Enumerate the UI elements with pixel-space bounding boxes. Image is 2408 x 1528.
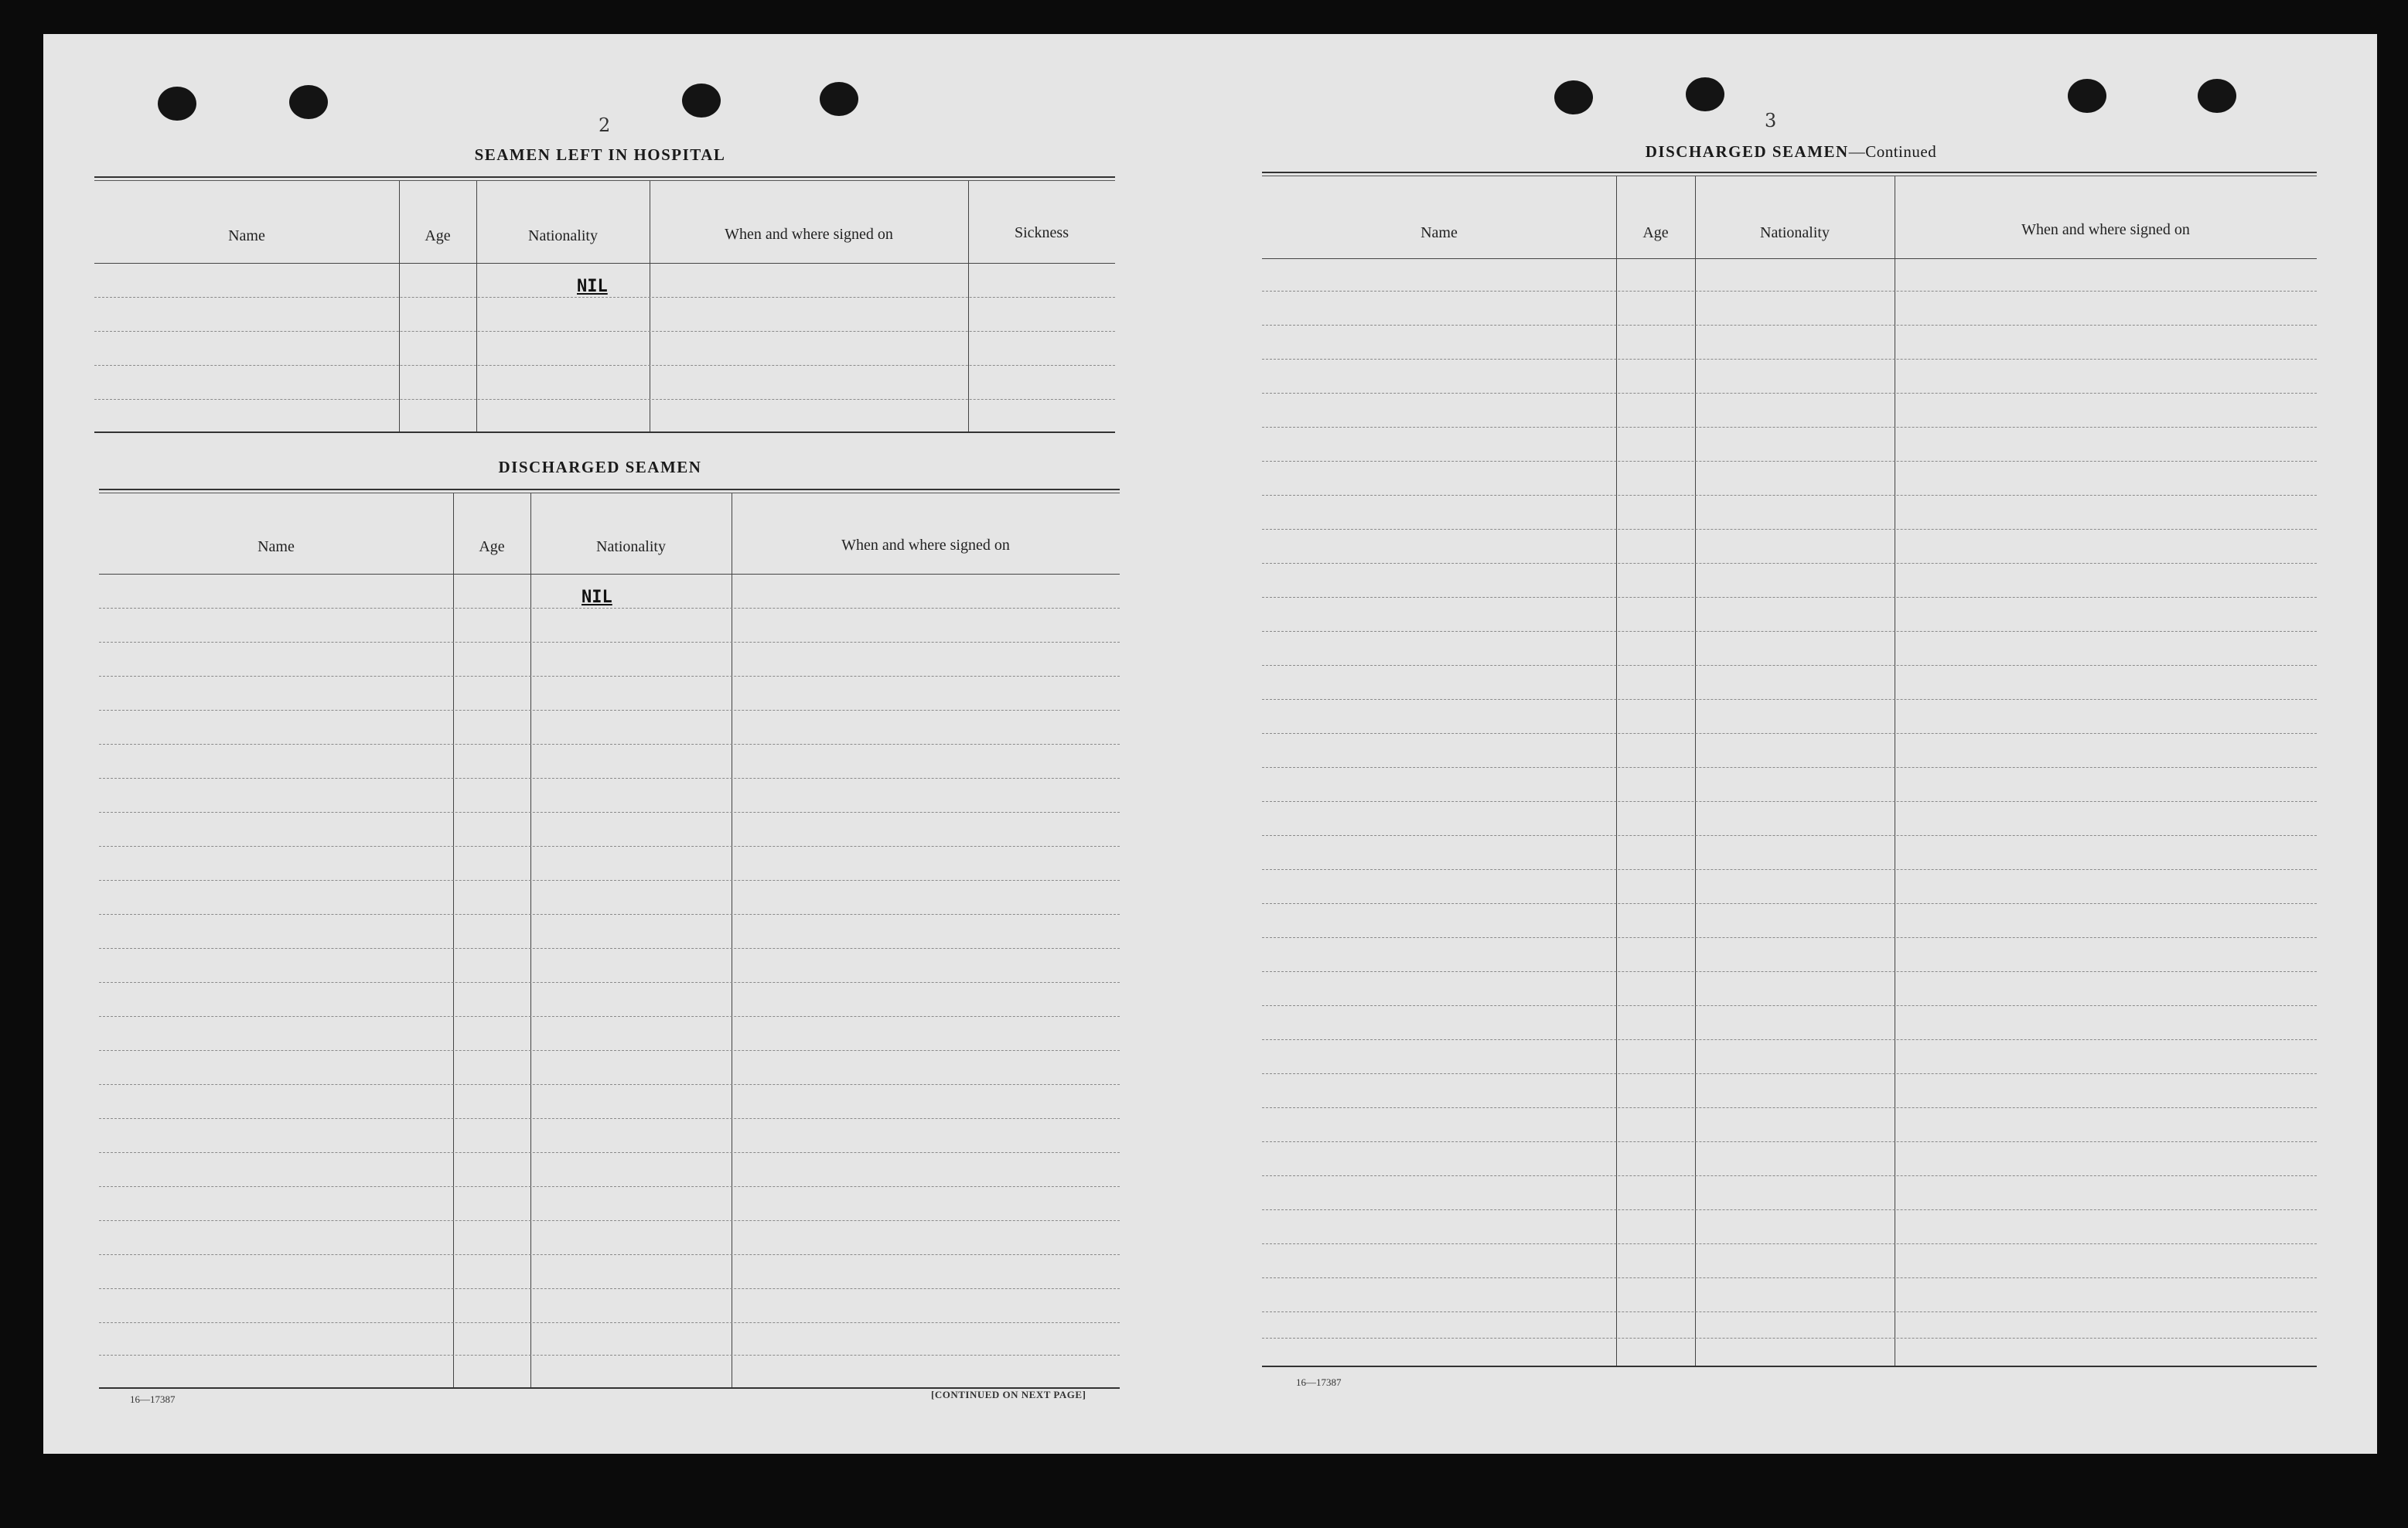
- table-top-rule: [94, 176, 1115, 181]
- column-header-name: Name: [1421, 224, 1458, 241]
- row-rule: [99, 1152, 1120, 1153]
- row-rule: [1262, 563, 2317, 564]
- row-rule: [99, 1016, 1120, 1017]
- column-header-nationality: Nationality: [596, 538, 666, 555]
- row-rule: [99, 812, 1120, 813]
- row-rule: [1262, 937, 2317, 938]
- column-header-age: Age: [425, 227, 451, 244]
- column-header-name: Name: [258, 538, 295, 555]
- continued-note: [CONTINUED ON NEXT PAGE]: [931, 1389, 1086, 1400]
- row-rule: [99, 1118, 1120, 1119]
- row-rule: [1262, 869, 2317, 870]
- discharged-continued-title-main: DISCHARGED SEAMEN: [1645, 142, 1849, 161]
- punch-hole: [2068, 79, 2106, 113]
- column-header-signed-on: When and where signed on: [2021, 221, 2190, 238]
- row-rule: [99, 1355, 1120, 1356]
- row-rule: [1262, 631, 2317, 632]
- scanned-form-sheet: [43, 34, 2377, 1454]
- row-rule: [1262, 1107, 2317, 1108]
- hospital-table: [94, 176, 1115, 470]
- column-header-nationality: Nationality: [528, 227, 598, 244]
- row-rule: [1262, 359, 2317, 360]
- row-rule: [99, 1050, 1120, 1051]
- row-rule: [1262, 1073, 2317, 1074]
- header-underline: [94, 263, 1115, 264]
- row-rule: [99, 1288, 1120, 1289]
- row-rule: [94, 365, 1115, 366]
- row-rule: [1262, 971, 2317, 972]
- row-rule: [99, 642, 1120, 643]
- discharged-continued-title: [1265, 142, 2317, 162]
- row-rule: [1262, 665, 2317, 666]
- discharged-table-left: [99, 489, 1120, 1386]
- column-divider: [968, 181, 969, 431]
- table-bottom-rule: [1262, 1366, 2317, 1367]
- row-rule: [99, 846, 1120, 847]
- row-rule: [1262, 733, 2317, 734]
- page-number-left: 2: [599, 114, 612, 136]
- row-rule: [1262, 1005, 2317, 1006]
- row-rule: [1262, 495, 2317, 496]
- form-number-left: 16—17387: [130, 1393, 176, 1405]
- row-rule: [99, 744, 1120, 745]
- column-divider: [530, 493, 531, 1387]
- page-number-right: 3: [1765, 110, 1778, 131]
- row-rule: [1262, 597, 2317, 598]
- row-rule: [94, 331, 1115, 332]
- row-rule: [94, 399, 1115, 400]
- row-rule: [99, 1254, 1120, 1255]
- row-rule: [99, 676, 1120, 677]
- hospital-section-title: SEAMEN LEFT IN HOSPITAL: [474, 145, 726, 164]
- discharged-section-title: DISCHARGED SEAMEN: [498, 458, 702, 476]
- nationality-entry: NIL: [577, 277, 608, 296]
- column-divider: [453, 493, 454, 1387]
- punch-hole: [1686, 77, 1724, 111]
- row-rule: [1262, 767, 2317, 768]
- table-top-rule: [1262, 172, 2317, 176]
- row-rule: [99, 1322, 1120, 1323]
- row-rule: [99, 710, 1120, 711]
- row-rule: [1262, 1209, 2317, 1210]
- row-rule: [99, 914, 1120, 915]
- header-underline: [1262, 258, 2317, 259]
- punch-hole: [158, 87, 196, 121]
- punch-hole: [820, 82, 858, 116]
- row-rule: [1262, 801, 2317, 802]
- column-divider: [476, 181, 477, 431]
- discharged-table-right: [1262, 172, 2317, 1393]
- row-rule: [1262, 835, 2317, 836]
- row-rule: [1262, 427, 2317, 428]
- column-header-age: Age: [479, 538, 505, 555]
- form-number-right: 16—17387: [1296, 1376, 1342, 1388]
- discharged-continued-suffix: —Continued: [1848, 142, 1937, 161]
- row-rule: [1262, 325, 2317, 326]
- column-header-signed-on: When and where signed on: [841, 537, 1010, 554]
- row-rule: [1262, 1175, 2317, 1176]
- row-rule: [99, 778, 1120, 779]
- row-rule: [1262, 1141, 2317, 1142]
- table-bottom-rule: [94, 431, 1115, 433]
- row-rule: [1262, 291, 2317, 292]
- punch-hole: [682, 84, 721, 118]
- row-rule: [1262, 1311, 2317, 1312]
- column-divider: [1695, 176, 1696, 1366]
- row-rule: [99, 1186, 1120, 1187]
- row-rule: [99, 1220, 1120, 1221]
- punch-hole: [289, 85, 328, 119]
- row-rule: [99, 1084, 1120, 1085]
- punch-hole: [1554, 80, 1593, 114]
- row-rule: [99, 982, 1120, 983]
- row-rule: [1262, 1243, 2317, 1244]
- column-divider: [399, 181, 400, 431]
- column-header-nationality: Nationality: [1760, 224, 1830, 241]
- column-divider: [1616, 176, 1617, 1366]
- punch-hole: [2198, 79, 2236, 113]
- row-rule: [99, 948, 1120, 949]
- row-rule: [99, 608, 1120, 609]
- column-header-signed-on: When and where signed on: [725, 226, 893, 243]
- column-header-name: Name: [228, 227, 265, 244]
- header-underline: [99, 574, 1120, 575]
- row-rule: [1262, 1277, 2317, 1278]
- row-rule: [1262, 461, 2317, 462]
- row-rule: [1262, 529, 2317, 530]
- row-rule: [99, 880, 1120, 881]
- column-header-sickness: Sickness: [1015, 224, 1069, 241]
- row-rule: [1262, 393, 2317, 394]
- row-rule: [1262, 1039, 2317, 1040]
- nationality-entry: NIL: [582, 588, 612, 607]
- row-rule: [1262, 1338, 2317, 1339]
- column-header-age: Age: [1642, 224, 1669, 241]
- table-top-rule: [99, 489, 1120, 493]
- row-rule: [1262, 699, 2317, 700]
- row-rule: [1262, 903, 2317, 904]
- row-rule: [94, 297, 1115, 298]
